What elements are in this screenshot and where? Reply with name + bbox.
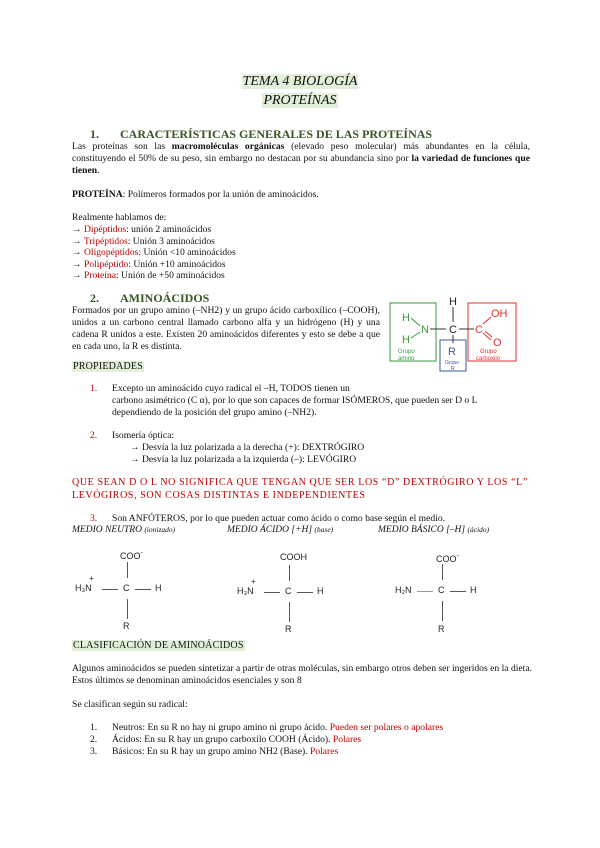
- term: Tripéptidos: [83, 235, 128, 247]
- arrow-icon: →: [72, 224, 82, 235]
- highlight-text: Pueden ser polares o apolares: [329, 722, 444, 733]
- list-item: [72, 224, 236, 236]
- text: .: [97, 165, 100, 176]
- text: Ácidos: En su R hay un grupo carboxilo COOH (Ácido).: [112, 734, 333, 745]
- text: : Unión de +50 aminoácidos: [115, 270, 225, 281]
- section-number: 1.: [90, 127, 99, 141]
- hydrogen: H: [155, 583, 162, 593]
- peptide-list: [72, 224, 236, 282]
- list-item: [72, 247, 236, 259]
- term: Oligopéptidos: [84, 247, 139, 258]
- item-number: 2.: [90, 430, 98, 441]
- list-intro: Realmente hablamos de:: [72, 212, 167, 223]
- svg-text:R: R: [451, 366, 455, 372]
- clasificacion-paragraph: Algunos aminoácidos se pueden sintetizar a partir de otras moléculas, sin embargo otros deben ser ingeridos en la dieta. Estos últimos se denominan aminoácidos esenciales y son 8: [72, 663, 532, 686]
- svg-text:C: C: [475, 324, 483, 336]
- document-title: [0, 73, 600, 91]
- text: carbono asimétrico (C α), por lo que son capaces de formar ISÓMEROS, que pueden ser D o L: [112, 395, 478, 406]
- item-number: 3.: [90, 513, 98, 524]
- bold-text: macromoléculas orgánicas: [171, 141, 285, 152]
- left-group: [395, 585, 412, 595]
- definition-text: : Polímeros formados por la unión de aminoácidos.: [122, 189, 319, 200]
- title-line-2: PROTEÍNAS: [263, 93, 337, 108]
- top-group: [280, 552, 307, 562]
- group-text: COO: [120, 551, 141, 561]
- label: MEDIO BÁSICO [–H]: [378, 525, 466, 535]
- arrow-icon: →: [72, 258, 82, 270]
- term: Polipéptido: [84, 258, 129, 270]
- highlight-text: Polares: [332, 734, 362, 745]
- bold-text: la variedad de funciones que tienen: [72, 153, 530, 176]
- hydrogen: H: [470, 585, 477, 595]
- clasificacion-list: [90, 722, 530, 758]
- r-group: R: [285, 624, 292, 634]
- list-item: [72, 270, 236, 282]
- item-number: 1.: [90, 722, 98, 733]
- section-1-heading: [90, 127, 432, 142]
- clasificacion-heading: [72, 640, 245, 651]
- highlight-text: Polares: [309, 746, 339, 757]
- list-item: [90, 722, 530, 734]
- text: : unión 2 aminoácidos: [126, 224, 212, 235]
- charge: -: [140, 548, 144, 557]
- alpha-carbon: C: [438, 585, 445, 595]
- clasificacion-intro: Se clasifican según su radical:: [72, 699, 188, 710]
- structure-neutro: [75, 548, 185, 633]
- item-number: 1.: [90, 383, 98, 394]
- group-text: H₃N: [237, 586, 254, 596]
- arrow-icon: →: [72, 247, 82, 258]
- medio-basico-label: [378, 525, 489, 535]
- top-group: [120, 548, 143, 561]
- arrow-icon: →: [72, 235, 82, 247]
- text: Son ANFÓTEROS, por lo que pueden actuar como ácido o como base según el medio.: [112, 513, 446, 524]
- property-item-2: [90, 430, 530, 466]
- svg-text:OH: OH: [491, 308, 508, 320]
- text: Básicos: En su R hay un grupo amino NH2 (Base).: [112, 746, 310, 757]
- section-1-paragraph: [72, 141, 530, 177]
- warning-note: QUE SEAN D O L NO SIGNIFICA QUE TENGAN QUE SER LOS “D” DEXTRÓGIRO Y LOS “L” LEVÓGIROS, SON COSAS DISTINTAS E INDEPENDIENTES: [72, 477, 528, 501]
- structure-acido: [237, 548, 347, 633]
- medio-acido-label: [227, 525, 333, 535]
- text: : Unión <10 aminoácidos: [138, 247, 236, 258]
- text: Neutros: En su R no hay ni grupo amino ni grupo ácido.: [112, 722, 330, 733]
- list-item: [90, 746, 530, 758]
- heading-text: PROPIEDADES: [73, 361, 143, 372]
- property-item-3: [90, 513, 445, 525]
- amino-acid-structure-diagram: [388, 293, 523, 373]
- note: (ácido): [467, 525, 490, 534]
- text: Excepto un aminoácido cuyo radical el –H, TODOS tienen un: [112, 383, 350, 394]
- term: Dipéptidos: [84, 224, 127, 235]
- svg-text:H: H: [449, 296, 457, 308]
- text: dependiendo de la posición del grupo amino (–NH2).: [112, 407, 317, 418]
- arrow-icon: →: [72, 270, 82, 281]
- text: : Unión +10 aminoácidos: [128, 258, 226, 270]
- amino-acid-diagram-svg: [388, 293, 523, 373]
- r-group: R: [438, 624, 445, 634]
- section-title: AMINOÁCIDOS: [120, 291, 210, 305]
- list-item: [72, 236, 236, 248]
- group-text: COO: [436, 554, 457, 564]
- svg-text:H: H: [402, 334, 410, 346]
- section-2-paragraph: Formados por un grupo amino (–NH2) y un grupo ácido carboxílico (–COOH), unidos a un carbono central llamado carbono alfa y un hidrógeno (H) y una cadena R unidos a este. Existen 20 aminoácidos diferentes y esto se debe a que en cada uno, la R es distinta.: [72, 305, 380, 352]
- dextrogiro-text: → Desvía la luz polarizada a la derecha (+): DEXTRÓGIRO: [130, 442, 365, 453]
- charge: +: [89, 574, 94, 583]
- svg-text:carboxilo: carboxilo: [476, 356, 501, 362]
- group-text: COOH: [280, 552, 307, 562]
- note: (base): [314, 525, 334, 534]
- propiedades-heading: [72, 361, 144, 372]
- left-group: [75, 583, 92, 593]
- svg-text:N: N: [421, 324, 429, 336]
- list-item: [90, 734, 530, 746]
- group-text: H₂N: [395, 585, 412, 595]
- hydrogen: H: [317, 586, 324, 596]
- protein-definition: [72, 189, 319, 201]
- svg-text:O: O: [493, 337, 502, 349]
- r-group: R: [123, 621, 130, 631]
- charge: -: [456, 551, 460, 560]
- item-number: 3.: [90, 746, 98, 757]
- text: : Unión 3 aminoácidos: [127, 235, 215, 247]
- text: (elevado peso molecular) más abundantes en la célula, constituyendo el 50% de su peso, sin embargo no destacan por su abundancia sino por: [72, 141, 530, 164]
- property-item-1: [90, 383, 530, 419]
- title-line-1: TEMA 4 BIOLOGÍA: [242, 74, 358, 89]
- item-number: 2.: [90, 734, 98, 745]
- section-title: CARACTERÍSTICAS GENERALES DE LAS PROTEÍNAS: [120, 127, 433, 141]
- svg-text:R: R: [448, 346, 456, 358]
- document-subtitle: [0, 92, 600, 110]
- text: Las proteínas son las: [72, 141, 172, 152]
- svg-text:C: C: [449, 324, 457, 336]
- structure-basico: [395, 548, 505, 633]
- charge: +: [251, 577, 256, 586]
- group-text: H₃N: [75, 583, 92, 593]
- svg-text:Grupo: Grupo: [445, 360, 459, 366]
- text: Isomería óptica:: [112, 430, 175, 441]
- svg-text:Grupo: Grupo: [480, 349, 497, 355]
- alpha-carbon: C: [123, 583, 130, 593]
- section-2-heading: [90, 291, 209, 306]
- definition-term: PROTEÍNA: [72, 189, 123, 200]
- top-group: [436, 551, 459, 564]
- label: MEDIO ÁCIDO [+H]: [227, 525, 313, 535]
- levogiro-text: → Desvía la luz polarizada a la izquierda (–): LEVÓGIRO: [130, 454, 357, 465]
- term: Proteína: [84, 270, 116, 281]
- left-group: [237, 586, 254, 596]
- svg-text:amino: amino: [398, 356, 415, 362]
- svg-text:H: H: [402, 312, 410, 324]
- section-number: 2.: [90, 291, 99, 305]
- note: (ionizado): [144, 525, 176, 534]
- heading-text: CLASIFICACIÓN DE AMINOÁCIDOS: [73, 640, 244, 651]
- alpha-carbon: C: [285, 586, 292, 596]
- label: MEDIO NEUTRO: [72, 525, 142, 535]
- svg-text:Grupo: Grupo: [398, 349, 415, 355]
- medio-neutro-label: [72, 525, 175, 535]
- list-item: [72, 259, 236, 271]
